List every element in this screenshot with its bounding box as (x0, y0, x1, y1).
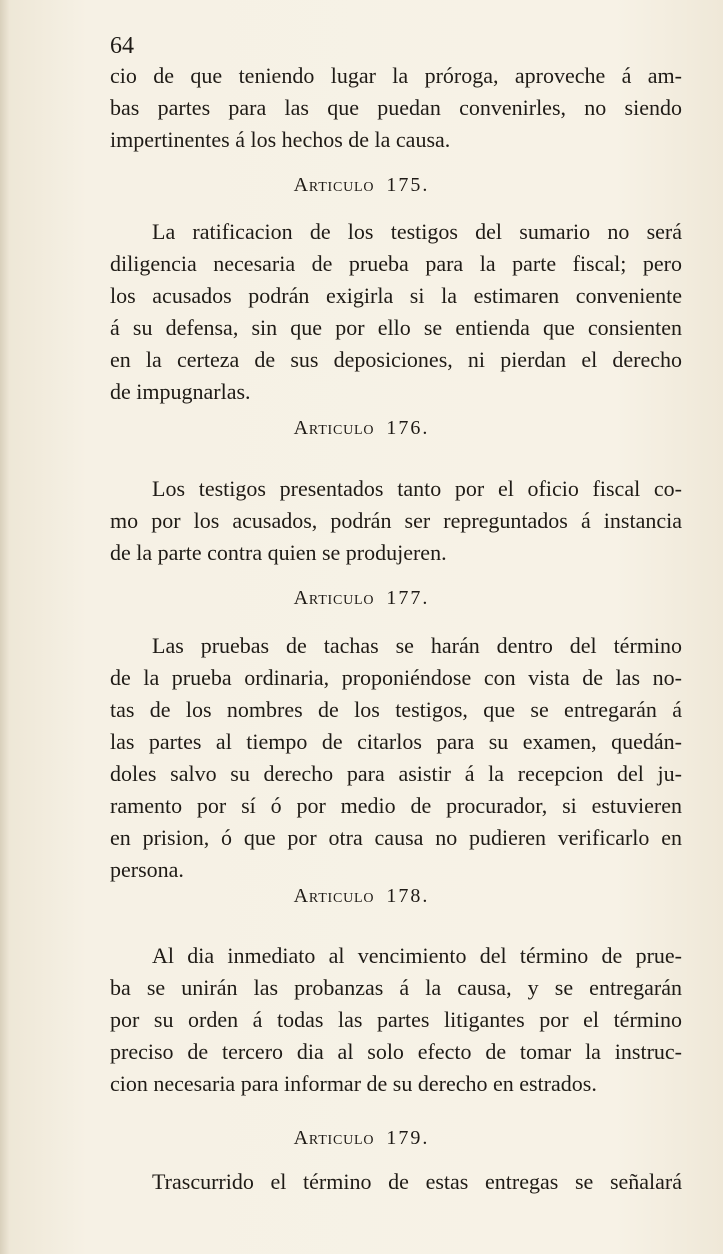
article-label: Articulo (293, 174, 375, 196)
article-label: Articulo (293, 417, 375, 439)
text-line: mo por los acusados, podrán ser repreguntados á instancia (110, 508, 682, 533)
article-number: 175. (386, 174, 430, 196)
article-number: 177. (386, 587, 430, 609)
text-line: ba se unirán las probanzas á la causa, y se entregarán (110, 975, 682, 1000)
article-heading (0, 415, 723, 441)
text-line: persona. (110, 857, 184, 882)
text-line: La ratificacion de los testigos del sumario no será (152, 219, 682, 244)
text-line: cion necesaria para informar de su derecho en estrados. (110, 1071, 597, 1096)
article-label: Articulo (293, 587, 375, 609)
article-heading (0, 883, 723, 909)
text-line: de impugnarlas. (110, 379, 251, 404)
article-label: Articulo (293, 885, 375, 907)
article-heading (0, 172, 723, 198)
text-line: Las pruebas de tachas se harán dentro del término (152, 633, 682, 658)
text-line: Trascurrido el término de estas entregas se señalará (152, 1169, 682, 1194)
text-line: Al dia inmediato al vencimiento del término de prue- (152, 943, 682, 968)
article-number: 178. (386, 885, 430, 907)
text-line: las partes al tiempo de citarlos para su examen, quedán- (110, 729, 682, 754)
text-line: doles salvo su derecho para asistir á la recepcion del ju- (110, 761, 682, 786)
text-line: preciso de tercero dia al solo efecto de tomar la instruc- (110, 1039, 682, 1064)
text-line: tas de los nombres de los testigos, que se entregarán á (110, 697, 682, 722)
text-line: á su defensa, sin que por ello se entienda que consienten (110, 315, 682, 340)
text-line: de la prueba ordinaria, proponiéndose con vista de las no- (110, 665, 682, 690)
article-heading (0, 1125, 723, 1151)
text-line: los acusados podrán exigirla si la estimaren conveniente (110, 283, 682, 308)
text-line: impertinentes á los hechos de la causa. (110, 127, 451, 152)
text-line: bas partes para las que puedan convenirles, no siendo (110, 95, 682, 120)
page-number: 64 (110, 33, 134, 59)
article-number: 179. (386, 1127, 430, 1149)
article-number: 176. (386, 417, 430, 439)
article-heading (0, 585, 723, 611)
article-label: Articulo (293, 1127, 375, 1149)
text-line: cio de que teniendo lugar la próroga, aproveche á am- (110, 63, 682, 88)
text-line: diligencia necesaria de prueba para la parte fiscal; pero (110, 251, 682, 276)
text-line: ramento por sí ó por medio de procurador, si estuvieren (110, 793, 682, 818)
text-line: en prision, ó que por otra causa no pudieren verificarlo en (110, 825, 682, 850)
text-line: de la parte contra quien se produjeren. (110, 540, 447, 565)
text-line: Los testigos presentados tanto por el oficio fiscal co- (152, 476, 682, 501)
text-line: en la certeza de sus deposiciones, ni pierdan el derecho (110, 347, 682, 372)
text-line: por su orden á todas las partes litigantes por el término (110, 1007, 682, 1032)
